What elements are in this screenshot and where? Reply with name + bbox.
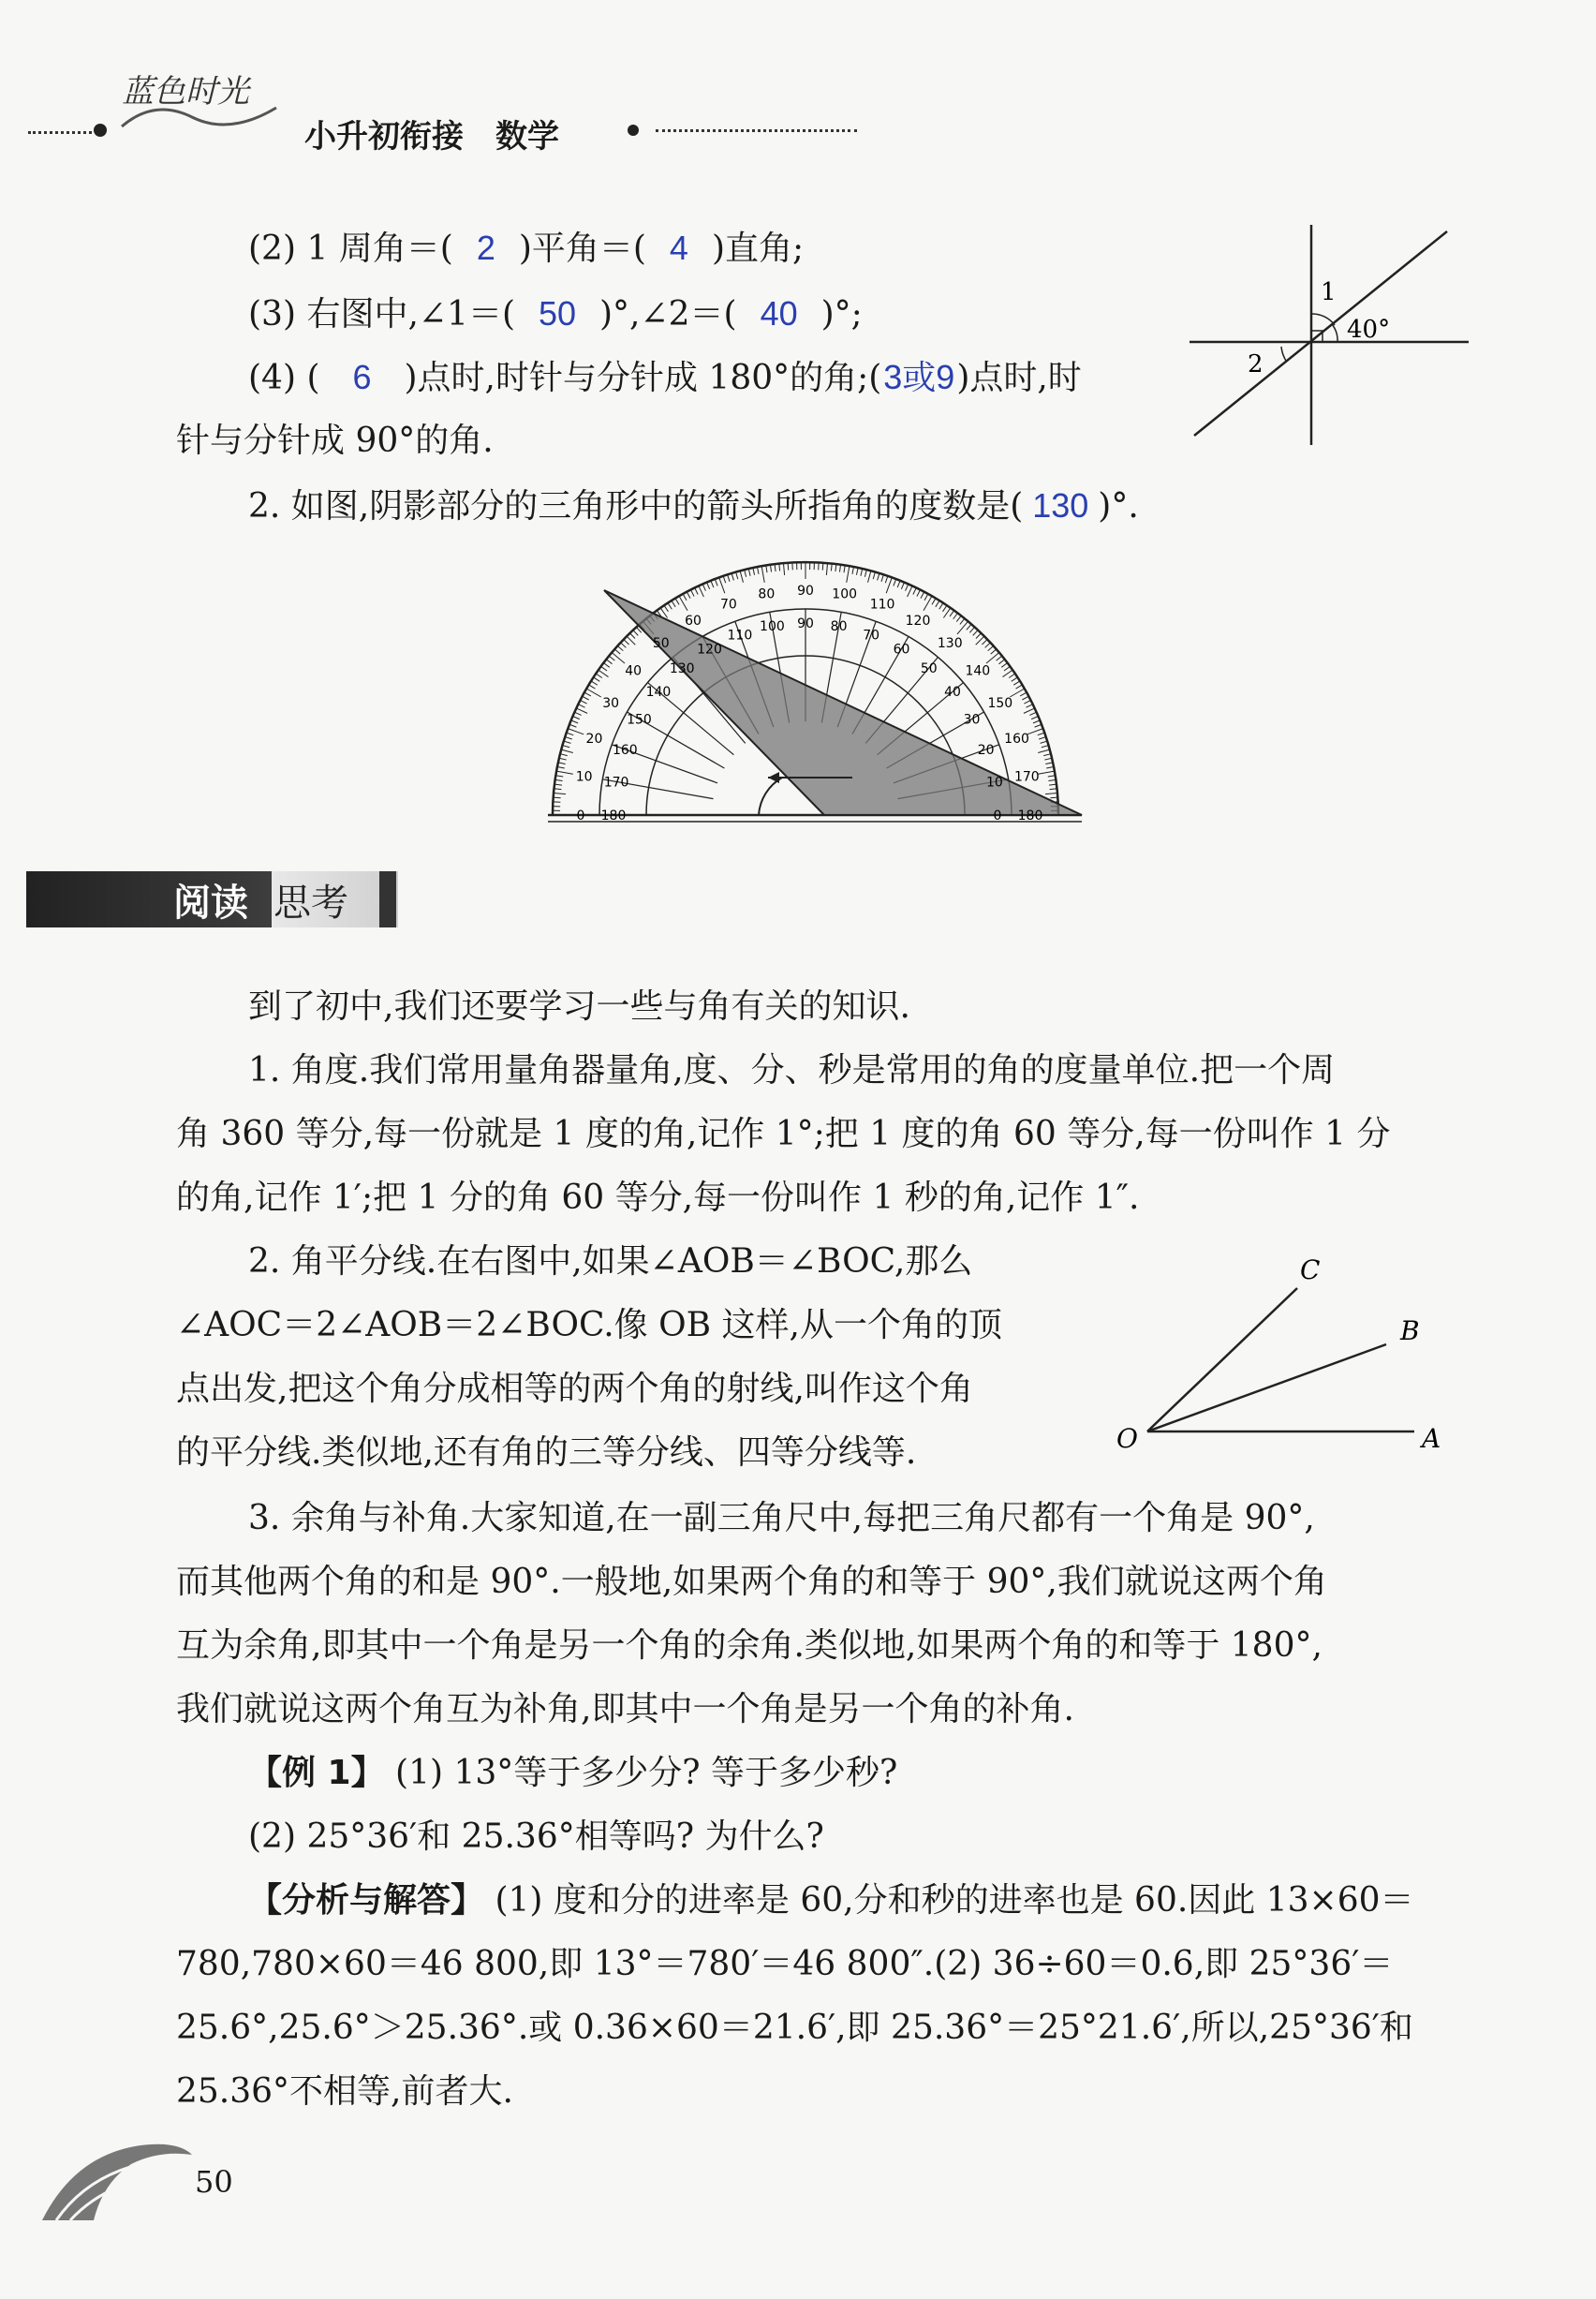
analysis-line-1: 【分析与解答】 (1) 度和分的进率是 60,分和秒的进率也是 60.因此 13×60＝ [248, 1881, 1414, 1920]
label-C: C [1300, 1254, 1321, 1285]
section-title-reading: 阅读 [173, 882, 248, 925]
label-A: A [1422, 1423, 1441, 1454]
p3-line-1: 3. 余角与补角.大家知道,在一副三角尺中,每把三角尺都有一个角是 90°, [248, 1499, 1315, 1537]
answer: 50 [538, 294, 577, 333]
example-1-q2: (2) 25°36′和 25.36°相等吗? 为什么? [248, 1817, 824, 1856]
page-number: 50 [195, 2164, 233, 2200]
p2-line-3: 点出发,把这个角分成相等的两个角的射线,叫作这个角 [176, 1370, 973, 1408]
p3-line-2: 而其他两个角的和是 90°.一般地,如果两个角的和等于 90°,我们就说这两个角 [176, 1563, 1327, 1601]
header-dots-right [656, 129, 857, 132]
protractor-tick-label: 30 [963, 712, 981, 728]
protractor-tick-label: 40 [944, 685, 961, 701]
header-logo: 蓝色时光 [122, 73, 249, 111]
p1-line-1: 1. 角度.我们常用量角器量角,度、分、秒是常用的角的度量单位.把一个周 [248, 1051, 1336, 1090]
label-angle-2: 2 [1248, 350, 1264, 378]
answer: 40 [760, 294, 798, 333]
figure-angle-bisector [1105, 1246, 1461, 1461]
protractor-tick-label: 30 [602, 696, 620, 711]
section-title-thinking: 思考 [273, 882, 348, 925]
header-dots-left [28, 131, 92, 134]
q1-line-2: (2) 1 周角＝( 2 )平角＝( 4 )直角; [248, 225, 804, 273]
protractor-tick-label: 160 [612, 742, 638, 758]
protractor-tick-label: 70 [720, 597, 737, 613]
protractor-tick-label: 110 [727, 628, 753, 644]
protractor-tick-label: 40 [625, 663, 643, 679]
protractor-tick-label: 10 [575, 769, 593, 785]
analysis-line-2: 780,780×60＝46 800,即 13°＝780′＝46 800″.(2) 36÷60＝0.6,即 25°36′＝ [176, 1945, 1394, 1983]
protractor-tick-label: 170 [603, 775, 629, 791]
p2-line-1: 2. 角平分线.在右图中,如果∠AOB＝∠BOC,那么 [248, 1242, 973, 1281]
protractor-tick-label: 90 [797, 616, 814, 631]
protractor-tick-label: 140 [645, 685, 672, 701]
p1-line-2: 角 360 等分,每一份就是 1 度的角,记作 1°;把 1 度的角 60 等分,每一份叫作 1 分 [176, 1115, 1391, 1153]
q1-line-3: (3) 右图中,∠1＝( 50 )°,∠2＝( 40 )°; [248, 290, 863, 338]
q1-line-4: (4) ( 6 )点时,时针与分针成 180°的角;(3或9)点时,时 [248, 354, 1082, 402]
protractor-tick-label: 150 [627, 712, 652, 728]
label-B: B [1400, 1315, 1420, 1346]
protractor-tick-label: 130 [937, 636, 963, 652]
protractor-tick-label: 130 [669, 660, 695, 676]
section-bar-end [379, 871, 396, 927]
reading-intro: 到了初中,我们还要学习一些与角有关的知识. [248, 987, 910, 1026]
protractor-tick-label: 140 [965, 663, 991, 679]
protractor-tick-label: 100 [832, 586, 858, 602]
p3-line-4: 我们就说这两个角互为补角,即其中一个角是另一个角的补角. [176, 1690, 1074, 1728]
protractor-tick-label: 20 [585, 731, 603, 747]
protractor-tick-label: 70 [863, 628, 880, 644]
protractor-tick-label: 160 [1004, 731, 1029, 747]
example-1-q1: 【例 1】 (1) 13°等于多少分? 等于多少秒? [248, 1754, 898, 1792]
protractor-tick-label: 10 [985, 775, 1003, 791]
protractor-tick-label: 170 [1013, 769, 1040, 785]
protractor-tick-label: 180 [1017, 808, 1043, 823]
p3-line-3: 互为余角,即其中一个角是另一个角的余角.类似地,如果两个角的和等于 180°, [176, 1626, 1323, 1665]
label-angle-1: 1 [1321, 278, 1337, 306]
protractor-tick-label: 60 [893, 642, 910, 658]
protractor-figure [543, 548, 1086, 829]
q1-line-5: 针与分针成 90°的角. [176, 422, 494, 460]
protractor-tick-label: 90 [797, 584, 814, 599]
label-O: O [1116, 1423, 1138, 1454]
answer: 3或9 [883, 358, 955, 396]
answer: 6 [352, 358, 372, 396]
p2-line-2: ∠AOC＝2∠AOB＝2∠BOC.像 OB 这样,从一个角的顶 [176, 1306, 1002, 1344]
example-label: 【例 1】 [248, 1754, 385, 1792]
protractor-tick-label: 150 [987, 696, 1013, 711]
q2-line: 2. 如图,阴影部分的三角形中的箭头所指角的度数是( 130 )°. [248, 482, 1139, 530]
analysis-label: 【分析与解答】 [248, 1881, 485, 1920]
answer: 2 [476, 229, 495, 267]
header-bullet-right [628, 125, 639, 136]
protractor-tick-label: 20 [977, 742, 995, 758]
figure-intersecting-lines [1190, 220, 1480, 450]
protractor-tick-label: 80 [758, 586, 776, 602]
header-bullet [94, 124, 107, 137]
p2-line-4: 的平分线.类似地,还有角的三等分线、四等分线等. [176, 1433, 917, 1472]
protractor-tick-label: 110 [869, 597, 895, 613]
answer: 4 [669, 229, 688, 267]
protractor-tick-label: 120 [905, 614, 931, 630]
wave-icon [37, 2127, 197, 2230]
protractor-tick-label: 50 [920, 660, 938, 676]
protractor-tick-label: 80 [830, 619, 848, 635]
protractor-tick-label: 60 [685, 614, 702, 630]
label-angle-40: 40° [1347, 316, 1391, 344]
protractor-tick-label: 0 [576, 808, 585, 823]
answer: 130 [1032, 486, 1089, 525]
logo-swoosh-icon [117, 89, 286, 136]
protractor-tick-label: 180 [600, 808, 627, 823]
protractor-tick-label: 100 [760, 619, 785, 635]
header-title: 小升初衔接 数学 [304, 118, 559, 156]
p1-line-3: 的角,记作 1′;把 1 分的角 60 等分,每一份叫作 1 秒的角,记作 1″. [176, 1179, 1140, 1217]
analysis-line-4: 25.36°不相等,前者大. [176, 2072, 513, 2111]
analysis-line-3: 25.6°,25.6°＞25.36°.或 0.36×60＝21.6′,即 25.36°＝25°21.6′,所以,25°36′和 [176, 2009, 1413, 2047]
protractor-tick-label: 120 [697, 642, 722, 658]
protractor-tick-label: 50 [652, 636, 670, 652]
protractor-tick-label: 0 [993, 808, 1002, 823]
